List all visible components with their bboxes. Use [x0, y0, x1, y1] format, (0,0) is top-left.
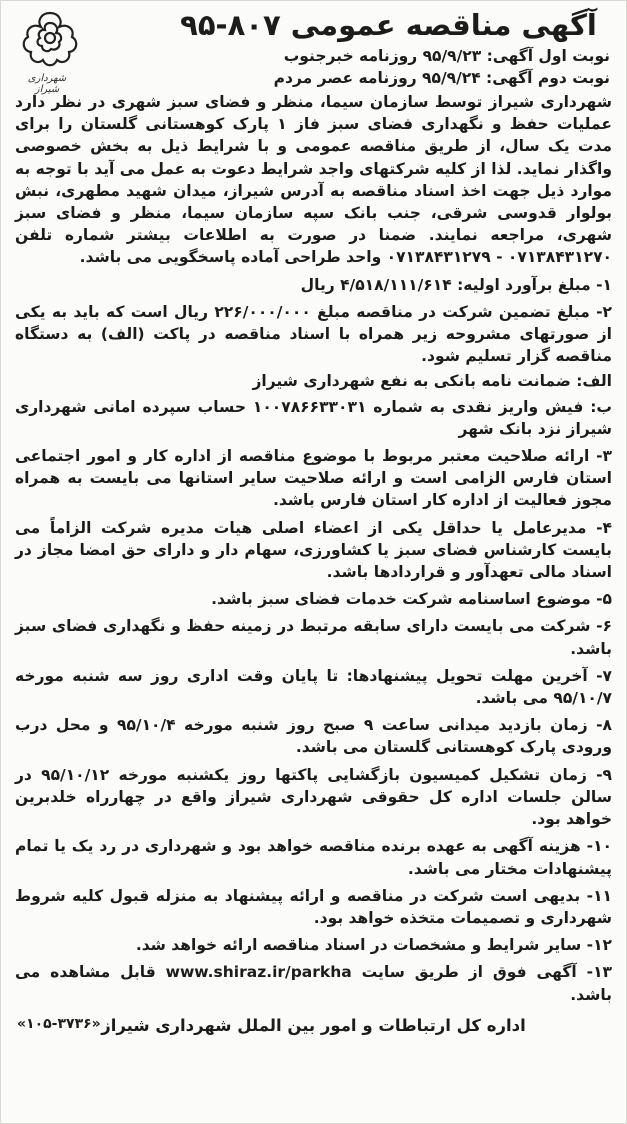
item-6-experience: ۶- شرکت می بایست دارای سابقه مرتبط در زمینه حفظ و نگهداری فضای سبز باشد.: [15, 617, 612, 658]
item-5-charter: ۵- موضوع اساسنامه شرکت خدمات فضای سبز باشد.: [211, 590, 612, 609]
notice-footer: [15, 1014, 612, 1038]
item-4-ceo: ۴- مدیرعامل یا حداقل یکی از اعضاء اصلی هیات مدیره شرکت الزاماً می بایست کارشناس فضای سبز یا کشاورزی، سهام دار و دارای حق امضا مجاز در اسناد مالی تعهدآور و قراردادها باشد.: [15, 518, 612, 582]
item-2-option-b: ب: فیش واریز نقدی به شماره ۱۰۰۷۸۶۶۳۳۰۳۱ حساب سپرده امانی شهرداری شیراز نزد بانک شهر: [15, 397, 612, 438]
second-issue-line: نوبت دوم آگهی: ۹۵/۹/۲۴ روزنامه عصر مردم: [273, 69, 610, 87]
item-7-deadline: ۷- آخرین مهلت تحویل پیشنهادها: تا پایان وقت اداری روز سه شنبه مورخه ۹۵/۱۰/۷ می باشد.: [15, 666, 612, 708]
item-10-cost: ۱۰- هزینه آگهی به عهده برنده مناقصه خواهد بود و شهرداری در رد یک یا تمام پیشنهادات مختار می باشد.: [15, 837, 612, 878]
item-13-prefix: ۱۳- آگهی فوق از طریق سایت: [361, 963, 612, 982]
notice-title: آگهی مناقصه عمومی ۸۰۷-۹۵: [180, 8, 597, 42]
item-9-opening: ۹- زمان تشکیل کمیسیون بازگشایی پاکتها روز یکشنبه مورخه ۹۵/۱۰/۱۲ در سالن جلسات اداره کل حقوقی شهرداری شیراز واقع در چهارراه خلدبرین خواهد بود.: [15, 765, 612, 829]
rose-emblem-icon: [15, 7, 85, 69]
logo-caption: شهرداری شیراز: [27, 73, 67, 95]
item-1-estimate: ۱- مبلغ برآورد اولیه: ۴/۵۱۸/۱۱۱/۶۱۴ ریال: [300, 275, 612, 294]
intro-paragraph: شهرداری شیراز توسط سازمان سیما، منظر و فضای سبز شهری در نظر دارد عملیات حفظ و نگهداری فضای سبز فاز ۱ پارک کوهستانی گلستان را برای مدت یک سال، از طریق مناقصه عمومی و با شرایط ذیل به بخش خصوصی واگذار نماید. لذا از کلیه شرکتهای واجد شرایط دعوت به عمل می آید با توجه به موارد ذیل جهت اخذ اسناد مناقصه به آدرس شیراز، میدان شهید مطهری، نبش بولوار قدوسی شرقی، جنب بانک سپه سازمان سیما، منظر و فضای سبز شهری، مراجعه نمایند. ضمنا در صورت به اطلاعات بیشتر شماره تلفن ۰۷۱۳۸۴۳۱۲۷۰ - ۰۷۱۳۸۴۳۱۲۷۹ واحد طراحی آماده پاسخگویی می باشد.: [15, 93, 612, 267]
first-issue-line: نوبت اول آگهی: ۹۵/۹/۲۳ روزنامه خبرجنوب: [283, 47, 610, 65]
item-3-qualification: ۳- ارائه صلاحیت معتبر مربوط با موضوع مناقصه از اداره کار و امور اجتماعی استان فارس الزامی است و ارائه صلاحیت سایر استانها می بایست به همراه مجوز فعالیت از اداره کار استان فارس باشد.: [15, 447, 612, 510]
issuing-office: اداره کل ارتباطات و امور بین الملل شهرداری شیراز: [101, 1015, 526, 1035]
item-11-acceptance: ۱۱- بدیهی است شرکت در مناقصه و ارائه پیشنهاد به منزله قبول کلیه شروط شهرداری و تصمیمات متخذه خواهد بود.: [15, 886, 612, 927]
website-link[interactable]: www.shiraz.ir/parkha: [165, 963, 352, 982]
item-13-suffix: قابل مشاهده می باشد.: [15, 963, 612, 1004]
item-8-visit: ۸- زمان بازدید میدانی ساعت ۹ صبح روز شنبه مورخه ۹۵/۱۰/۴ و محل درب ورودی پارک کوهستانی گلستان می باشد.: [15, 716, 613, 757]
notice-code: «۱۰۵-۳۷۳۶»: [17, 1015, 101, 1032]
item-2-guarantee: ۲- مبلغ تضمین شرکت در مناقصه مبلغ ۲۲۶/۰۰۰/۰۰۰ ریال است که باید به یکی از صورتهای مشروحه زیر همراه با اسناد مناقصه در پاکت (الف) به دستگاه مناقصه گزار تسلیم شود.: [15, 302, 612, 366]
item-12-other-terms: ۱۲- سایر شرایط و مشخصات در اسناد مناقصه ارائه خواهد شد.: [135, 936, 612, 955]
item-2-option-a: الف: ضمانت نامه بانکی به نفع شهرداری شیراز: [252, 372, 612, 391]
municipality-logo: [15, 7, 120, 115]
item-13-website: [15, 961, 612, 1005]
